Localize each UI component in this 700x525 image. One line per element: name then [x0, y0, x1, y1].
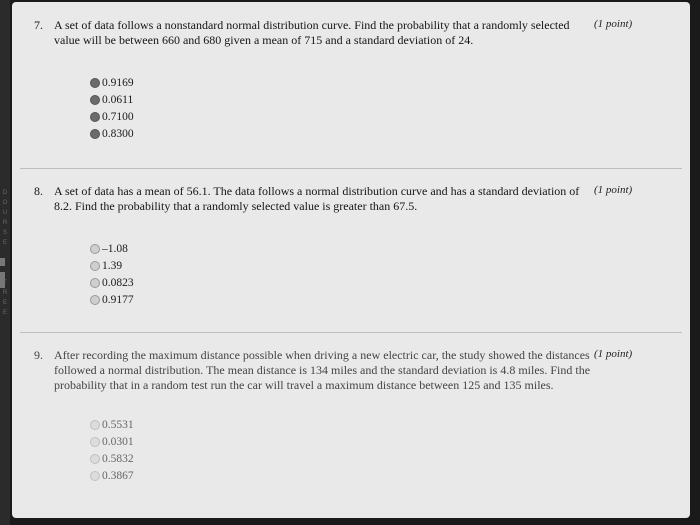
- question-divider: [20, 332, 682, 333]
- radio-button-icon[interactable]: [90, 261, 100, 271]
- sidebar-letter: D: [2, 190, 8, 196]
- radio-button-icon[interactable]: [90, 278, 100, 288]
- question-text: A set of data follows a nonstandard normal distribution curve. Find the probability that a randomly selected value will be between 660 and 680 given a mean of 715 and a standard deviation of 24.: [54, 18, 570, 47]
- question-points: (1 point): [594, 348, 633, 360]
- question-text: After recording the maximum distance possible when driving a new electric car, the study showed the distances followed a normal distribution. The mean distance is 134 miles and the standard deviation is 4.8 miles. Find the probability that in a random test run the car will travel a maximum distance between 125 and 135 miles.: [54, 348, 591, 392]
- sidebar-letter: E: [2, 300, 7, 306]
- left-sidebar: [0, 0, 10, 525]
- sidebar-letter: T: [3, 280, 7, 286]
- sidebar-letter: U: [2, 210, 8, 216]
- sidebar-letter: S: [2, 230, 7, 236]
- option-label: 0.5531: [102, 418, 134, 431]
- question-divider: [20, 168, 682, 169]
- answer-options: [90, 74, 134, 142]
- sidebar-letters: [1, 188, 9, 318]
- question-points: (1 point): [594, 184, 633, 196]
- sidebar-letter: O: [2, 200, 8, 206]
- answer-option[interactable]: [90, 416, 134, 433]
- radio-button-icon[interactable]: [90, 112, 100, 122]
- question-number: 8.: [34, 184, 43, 198]
- option-label: 0.0611: [102, 93, 134, 106]
- radio-button-icon[interactable]: [90, 129, 100, 139]
- answer-option[interactable]: [90, 108, 134, 125]
- radio-button-icon[interactable]: [90, 437, 100, 447]
- question-points: (1 point): [594, 18, 633, 30]
- answer-option[interactable]: [90, 91, 134, 108]
- question-number: 7.: [34, 18, 43, 32]
- radio-button-icon[interactable]: [90, 78, 100, 88]
- option-label: 0.0823: [102, 276, 134, 289]
- answer-option[interactable]: [90, 74, 134, 91]
- option-label: 0.0301: [102, 435, 134, 448]
- option-label: 0.8300: [102, 127, 134, 140]
- option-label: 0.7100: [102, 110, 134, 123]
- option-label: –1.08: [102, 242, 128, 255]
- quiz-page: [12, 2, 690, 518]
- sidebar-letter: E: [2, 240, 7, 246]
- radio-button-icon[interactable]: [90, 471, 100, 481]
- option-label: 0.3867: [102, 469, 134, 482]
- option-label: 1.39: [102, 259, 123, 272]
- radio-button-icon[interactable]: [90, 244, 100, 254]
- answer-option[interactable]: [90, 274, 134, 291]
- answer-options: [90, 240, 134, 308]
- answer-option[interactable]: [90, 450, 134, 467]
- option-label: 0.9169: [102, 76, 134, 89]
- sidebar-letter: R: [2, 220, 8, 226]
- answer-option[interactable]: [90, 467, 134, 484]
- radio-button-icon[interactable]: [90, 95, 100, 105]
- answer-option[interactable]: [90, 291, 134, 308]
- sidebar-letter: R: [2, 290, 8, 296]
- option-label: 0.9177: [102, 293, 134, 306]
- sidebar-letter: E: [2, 310, 7, 316]
- answer-option[interactable]: [90, 433, 134, 450]
- option-label: 0.5832: [102, 452, 134, 465]
- question-number: 9.: [34, 348, 43, 362]
- sidebar-letter: [1, 248, 9, 278]
- answer-option[interactable]: [90, 125, 134, 142]
- answer-options: [90, 416, 134, 484]
- answer-option[interactable]: [90, 240, 134, 257]
- radio-button-icon[interactable]: [90, 454, 100, 464]
- radio-button-icon[interactable]: [90, 420, 100, 430]
- question-text: A set of data has a mean of 56.1. The data follows a normal distribution curve and has a standard deviation of 8.2. Find the probability that a randomly selected value is greater than 67.5.: [54, 184, 580, 213]
- answer-option[interactable]: [90, 257, 134, 274]
- radio-button-icon[interactable]: [90, 295, 100, 305]
